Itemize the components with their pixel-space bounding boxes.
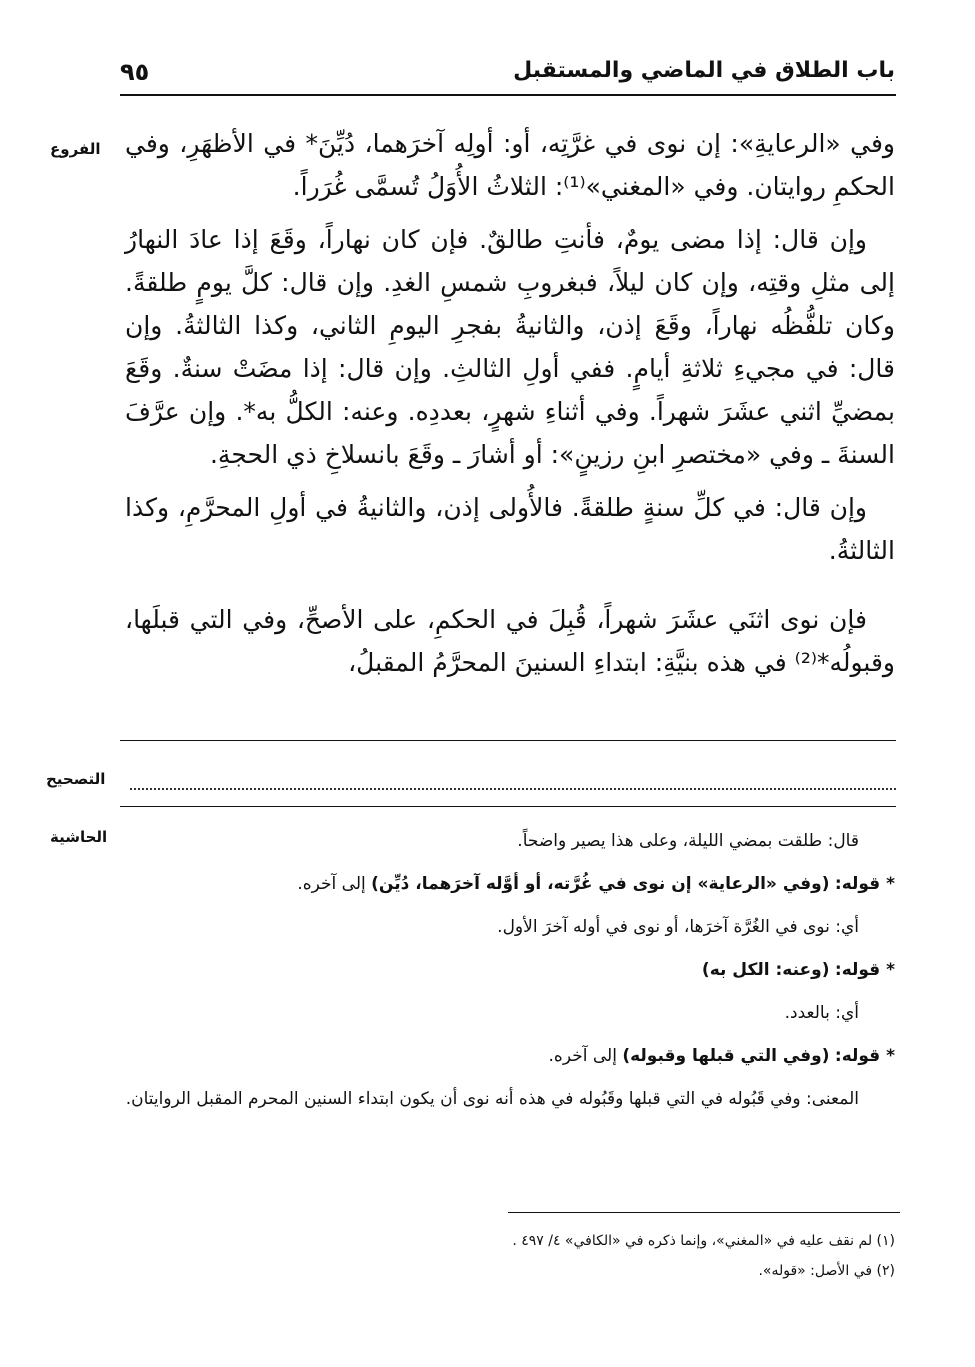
- margin-label-taskeeh: التصحيح: [46, 770, 106, 788]
- quote-tail: إلى آخره.: [297, 874, 366, 894]
- footnotes: [335, 1226, 895, 1286]
- main-paragraph: وإن قال: إذا مضى يومٌ، فأنتِ طالقٌ. فإن كان نهاراً، وقَعَ إذا عادَ النهارُ إلى مثلِ وقتِه، وإن كان ليلاً، فبغروبِ شمسِ الغدِ. وإن قال: كلَّ يومٍ طلقةً. وكان تلفُّظُه نهاراً، وقَعَ إذن، والثانيةُ بفجرِ اليومِ الثاني، وكذا الثالثةُ. وإن قال: في مجيءِ ثلاثةِ أيامٍ. ففي أولِ الثالثِ. وإن قال: إذا مضَتْ سنةٌ. وقَعَ بمضيِّ اثني عشَرَ شهراً. وفي أثناءِ شهرٍ، بعددِه. وعنه: الكلُّ به*. وإن عرَّفَ السنةَ ـ وفي «مختصرِ ابنِ رزينٍ»: أو أشارَ ـ وقَعَ بانسلاخِ ذي الحجةِ.: [125, 225, 895, 469]
- taskeeh-bottom-rule: [120, 806, 896, 807]
- hashiya-quote: [125, 871, 895, 898]
- page-number: ٩٥: [120, 58, 150, 86]
- hashiya-line: أي: بالعدد.: [784, 1003, 859, 1023]
- margin-label-hashiya: الحاشية: [50, 828, 108, 846]
- quote-text: (وفي التي قبلها وقبوله): [622, 1046, 830, 1066]
- running-title: باب الطلاق في الماضي والمستقبل: [513, 58, 895, 83]
- main-text: [125, 122, 895, 684]
- footnote: (٢) في الأصل: «قوله».: [758, 1263, 895, 1279]
- main-bottom-rule: [120, 740, 896, 741]
- main-paragraph: وفي «الرعايةِ»: إن نوى في غرَّتِه، أو: أولِه آخرَهما، دُيِّنَ* في الأظهَرِ، وفي الحكمِ روايتان. وفي «المغني»⁽¹⁾: الثلاثُ الأُوَلُ تُسمَّى غُرَراً.: [125, 129, 895, 201]
- hashiya-text: [125, 828, 895, 1121]
- quote-lead: * قوله:: [834, 874, 895, 894]
- hashiya-quote: [125, 1043, 895, 1070]
- quote-lead: * قوله:: [834, 1046, 895, 1066]
- header-rule: [120, 94, 896, 96]
- hashiya-quote: [125, 957, 895, 984]
- hashiya-line: قال: طلقت بمضي الليلة، وعلى هذا يصير واضحاً.: [517, 831, 859, 851]
- footnote-rule: [508, 1212, 900, 1213]
- hashiya-line: أي: نوى في الغُرَّة آخرَها، أو نوى في أوله آخرَ الأول.: [497, 917, 859, 937]
- taskeeh-dotted-line: [130, 788, 896, 790]
- margin-label-furu: الفروع: [50, 140, 101, 158]
- main-paragraph: فإن نوى اثنَي عشَرَ شهراً، قُبِلَ في الحكمِ، على الأصحِّ، وفي التي قبلَها، وقبولُه*⁽²⁾ في هذه بنيَّةِ: ابتداءِ السنينَ المحرَّمُ المقبلُ،: [125, 605, 895, 677]
- hashiya-line: المعنى: وفي قَبُوله في التي قبلها وقَبُوله في هذه أنه نوى أن يكون ابتداء السنين المحرم المقبل الروايتان.: [125, 1089, 859, 1109]
- quote-tail: إلى آخره.: [548, 1046, 617, 1066]
- quote-text: (وعنه: الكل به): [701, 960, 830, 980]
- quote-text: (وفي «الرعاية» إن نوى في غُرَّته، أو أوَّله آخرَهما، دُيِّن): [371, 874, 830, 894]
- footnote: (١) لم نقف عليه في «المغني»، وإنما ذكره في «الكافي» ٤/ ٤٩٧ .: [512, 1233, 895, 1249]
- main-paragraph: وإن قال: في كلِّ سنةٍ طلقةً. فالأُولى إذن، والثانيةُ في أولِ المحرَّمِ، وكذا الثالثةُ.: [125, 493, 895, 565]
- quote-lead: * قوله:: [834, 960, 895, 980]
